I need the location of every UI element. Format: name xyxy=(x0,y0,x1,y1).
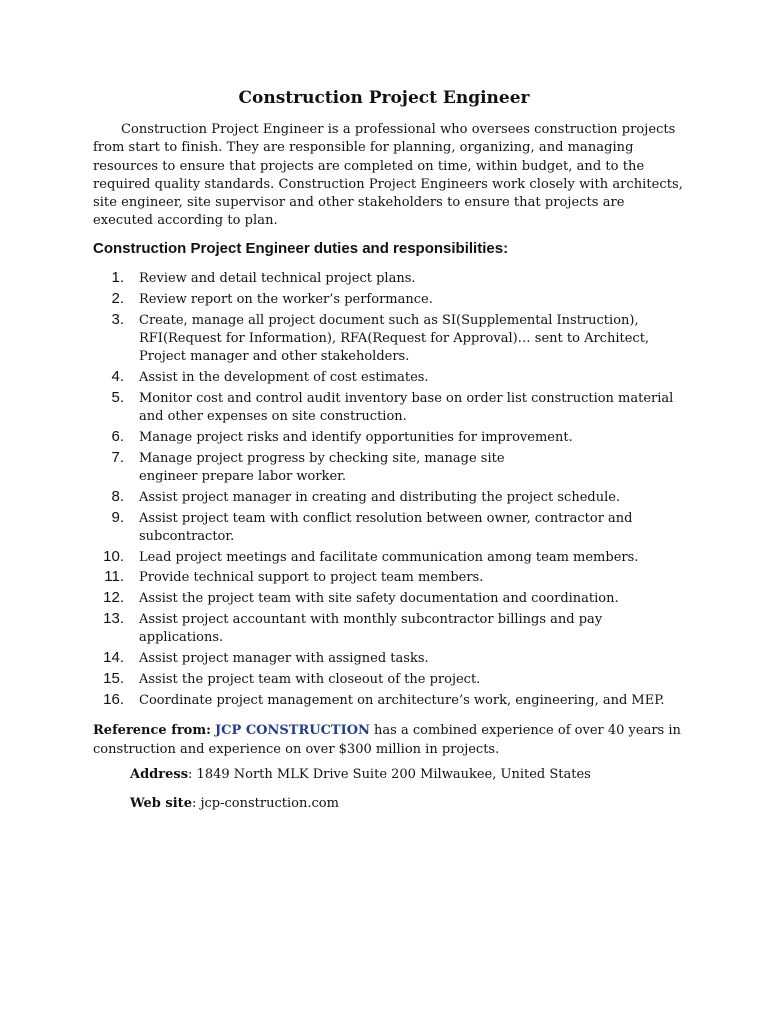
reference-paragraph xyxy=(93,721,683,759)
duty-item xyxy=(93,692,683,710)
intro-paragraph: Construction Project Engineer is a professional who oversees construction projects from start to finish. They are responsible for planning, organizing, and managing resources to ensure that projects are completed on time, within budget, and to the required quality standards. Construction Project Engineers work closely with architects, site engineer, site supervisor and other stakeholders to ensure that projects are executed according to plan. xyxy=(93,122,683,229)
duty-number: 6. xyxy=(111,427,124,445)
duty-text: Assist the project team with closeout of the project. xyxy=(139,671,481,687)
website-value: : jcp-construction.com xyxy=(191,796,339,811)
duty-item xyxy=(93,510,683,547)
duty-item xyxy=(93,369,683,387)
duty-text: Assist project manager with assigned tasks. xyxy=(139,651,429,667)
duty-number: 12. xyxy=(103,589,124,607)
duty-text: Assist in the development of cost estimates. xyxy=(139,369,429,385)
duty-item xyxy=(93,312,683,367)
duty-text: Lead project meetings and facilitate communication among team members. xyxy=(139,549,639,565)
address-label: Address xyxy=(130,767,189,782)
duty-item xyxy=(93,390,683,427)
reference-label: Reference from: xyxy=(93,723,211,738)
duty-item xyxy=(93,569,683,587)
duty-text: Assist project accountant with monthly subcontractor billings and pay applications. xyxy=(139,612,603,646)
website-line xyxy=(130,796,339,811)
duty-text: Assist project team with conflict resolution between owner, contractor and subcontractor. xyxy=(139,510,633,544)
duty-item xyxy=(93,270,683,288)
duty-text: Monitor cost and control audit inventory base on order list construction material and other expenses on site construction. xyxy=(139,390,674,425)
duty-number: 9. xyxy=(111,508,124,526)
duty-text: Create, manage all project document such as SI(Supplemental Instruction), RFI(Request for Information), RFA(Request for Approval)… sent to Architect, Project manager and other stakeholders. xyxy=(139,312,650,365)
address-line xyxy=(130,767,591,782)
duty-text: Manage project progress by checking site, manage site engineer prepare labor worker. xyxy=(139,450,505,484)
duty-number: 1. xyxy=(111,269,124,286)
duty-number: 3. xyxy=(111,310,124,328)
duty-number: 15. xyxy=(103,669,124,687)
duty-text: Assist project manager in creating and distributing the project schedule. xyxy=(139,489,621,505)
duty-number: 5. xyxy=(111,388,124,406)
duty-item xyxy=(93,429,683,447)
duty-number: 2. xyxy=(111,289,124,307)
address-value: : 1849 North MLK Drive Suite 200 Milwaukee, United States xyxy=(188,767,591,782)
website-label: Web site xyxy=(130,796,192,811)
duty-item xyxy=(93,489,683,507)
duty-number: 11. xyxy=(104,568,124,586)
reference-text: has a combined experience of over 40 years in construction and experience on over $300 million in projects. xyxy=(93,723,681,757)
duty-number: 14. xyxy=(103,649,124,667)
duty-item xyxy=(93,450,683,487)
duties-list xyxy=(93,270,683,713)
document-title: Construction Project Engineer xyxy=(238,88,530,108)
duty-number: 4. xyxy=(111,367,124,385)
duty-item xyxy=(93,650,683,668)
duty-text: Review report on the worker’s performance. xyxy=(139,291,433,307)
duty-text: Manage project risks and identify opportunities for improvement. xyxy=(139,429,573,445)
duty-number: 13. xyxy=(103,610,124,628)
duty-item xyxy=(93,291,683,309)
duty-number: 16. xyxy=(103,690,124,708)
duty-number: 10. xyxy=(103,547,124,565)
duty-text: Coordinate project management on architecture’s work, engineering, and MEP. xyxy=(139,692,665,708)
duty-item xyxy=(93,590,683,608)
duty-item xyxy=(93,671,683,689)
duty-number: 8. xyxy=(111,487,124,505)
duty-item xyxy=(93,611,683,648)
company-link[interactable]: JCP CONSTRUCTION xyxy=(215,723,370,738)
duties-heading: Construction Project Engineer duties and responsibilities: xyxy=(93,240,509,257)
duty-text: Assist the project team with site safety documentation and coordination. xyxy=(139,591,619,607)
duty-text: Provide technical support to project team members. xyxy=(139,570,484,586)
duty-item xyxy=(93,549,683,567)
duty-number: 7. xyxy=(111,448,124,466)
duty-text: Review and detail technical project plans. xyxy=(139,271,416,286)
